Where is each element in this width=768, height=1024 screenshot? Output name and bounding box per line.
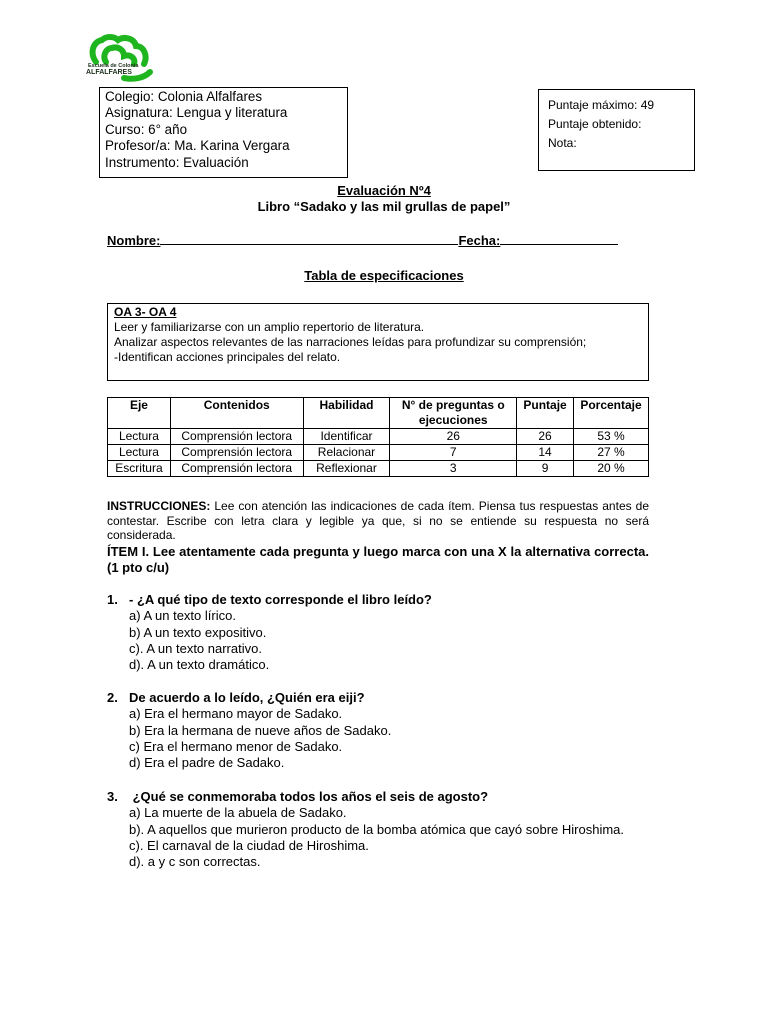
table-header-row <box>108 398 649 429</box>
table-row <box>108 445 649 461</box>
question-2 <box>107 690 391 771</box>
answer-option[interactable]: b) A un texto expositivo. <box>129 624 267 640</box>
name-label: Nombre: <box>107 233 161 248</box>
table-cell: 7 <box>390 445 517 461</box>
question-number: 2. <box>107 690 118 705</box>
table-cell: Comprensión lectora <box>170 445 303 461</box>
table-cell: Comprensión lectora <box>170 461 303 477</box>
col-header: Eje <box>108 398 171 429</box>
table-cell: 26 <box>517 429 574 445</box>
score-box <box>538 89 695 171</box>
max-score: Puntaje máximo: 49 <box>548 98 655 112</box>
answer-option[interactable]: a) La muerte de la abuela de Sadako. <box>129 805 347 821</box>
logo-text-top: Escuela de Colonia <box>88 63 139 69</box>
name-date-row <box>107 233 618 248</box>
answer-option[interactable]: d). A un texto dramático. <box>129 657 270 673</box>
table-cell: Relacionar <box>303 445 390 461</box>
instructions-text: Lee con atención las indicaciones de cada ítem. Piensa tus respuestas antes de contestar. Escribe con letra clara y legible ya que, si no se entiende su respuesta no será considerada. <box>107 499 649 542</box>
instructions-label: INSTRUCCIONES: <box>107 499 211 513</box>
answer-option[interactable]: a) A un texto lírico. <box>129 608 236 624</box>
instrument: Instrumento: Evaluación <box>105 154 249 170</box>
name-field[interactable] <box>160 233 458 245</box>
school-name: Colegio: Colonia Alfalfares <box>105 89 263 104</box>
item-one-heading: ÍTEM I. Lee atentamente cada pregunta y luego marca con una X la alternativa correcta. (1 pto c/u) <box>107 544 649 575</box>
table-cell: Lectura <box>108 445 171 461</box>
table-cell: 53 % <box>574 429 649 445</box>
teacher: Profesor/a: Ma. Karina Vergara <box>105 138 290 154</box>
oa-line: Leer y familiarizarse con un amplio repertorio de literatura. <box>114 320 425 334</box>
table-cell: Escritura <box>108 461 171 477</box>
table-cell: Comprensión lectora <box>170 429 303 445</box>
table-cell: 27 % <box>574 445 649 461</box>
table-cell: 26 <box>390 429 517 445</box>
col-header: Contenidos <box>170 398 303 429</box>
question-text: De acuerdo a lo leído, ¿Quién era eiji? <box>129 690 365 705</box>
question-number: 1. <box>107 592 118 607</box>
answer-option[interactable]: a) Era el hermano mayor de Sadako. <box>129 706 343 722</box>
question-title <box>107 690 391 706</box>
table-cell: Lectura <box>108 429 171 445</box>
answer-option[interactable]: d) Era el padre de Sadako. <box>129 755 285 771</box>
oa-title: OA 3- OA 4 <box>114 305 177 319</box>
subject: Asignatura: Lengua y literatura <box>105 105 288 121</box>
grade: Nota: <box>548 136 577 150</box>
logo-text-bottom: ALFALFARES <box>86 69 132 76</box>
table-cell: 14 <box>517 445 574 461</box>
book-title: Libro “Sadako y las mil grullas de papel” <box>257 199 511 214</box>
question-title <box>107 592 432 608</box>
question-1 <box>107 592 432 673</box>
answer-option[interactable]: b). A aquellos que murieron producto de la bomba atómica que cayó sobre Hiroshima. <box>129 821 625 837</box>
answer-option[interactable]: c). A un texto narrativo. <box>129 640 262 656</box>
table-cell: Identificar <box>303 429 390 445</box>
oa-line: Analizar aspectos relevantes de las narraciones leídas para profundizar su comprensión; <box>114 335 587 349</box>
table-row <box>108 461 649 477</box>
question-number: 3. <box>107 789 118 804</box>
evaluation-title <box>0 183 768 198</box>
school-info-box <box>99 87 348 178</box>
answer-option[interactable]: b) Era la hermana de nueve años de Sadako. <box>129 722 392 738</box>
col-header: N° de preguntas o ejecuciones <box>390 398 517 429</box>
course: Curso: 6° año <box>105 121 188 137</box>
specification-table <box>107 397 649 477</box>
col-header: Puntaje <box>517 398 574 429</box>
school-logo <box>84 32 154 84</box>
answer-option[interactable]: c) Era el hermano menor de Sadako. <box>129 738 343 754</box>
answer-option[interactable]: d). a y c son correctas. <box>129 854 261 870</box>
date-field[interactable] <box>500 233 618 245</box>
oa-line: -Identifican acciones principales del relato. <box>114 350 341 364</box>
table-cell: 20 % <box>574 461 649 477</box>
table-row <box>108 429 649 445</box>
question-text: ¿Qué se conmemoraba todos los años el seis de agosto? <box>129 789 489 804</box>
col-header: Habilidad <box>303 398 390 429</box>
school-logo-graphic <box>84 32 154 84</box>
table-cell: 9 <box>517 461 574 477</box>
table-cell: 3 <box>390 461 517 477</box>
instructions <box>107 499 649 543</box>
learning-objectives-box <box>107 303 649 381</box>
obtained-score: Puntaje obtenido: <box>548 117 642 131</box>
table-cell: Reflexionar <box>303 461 390 477</box>
answer-option[interactable]: c). El carnaval de la ciudad de Hiroshima. <box>129 837 369 853</box>
date-label: Fecha: <box>458 233 501 248</box>
col-header: Porcentaje <box>574 398 649 429</box>
question-3 <box>107 789 624 870</box>
evaluation-title-text: Evaluación Nº4 <box>337 183 431 198</box>
spec-table-title: Tabla de especificaciones <box>304 268 464 283</box>
question-text: - ¿A qué tipo de texto corresponde el libro leído? <box>129 592 432 607</box>
question-title <box>107 789 624 805</box>
